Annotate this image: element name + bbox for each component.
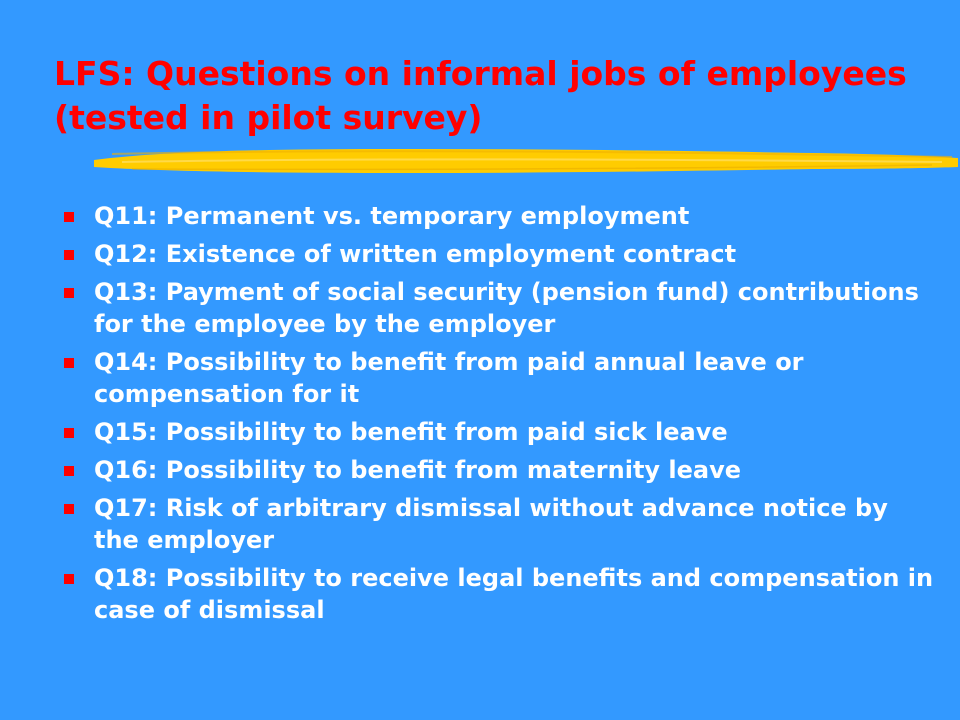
question-text: Q18: Possibility to receive legal benefits and compensation in case of dismissal	[94, 564, 934, 624]
list-item	[60, 454, 940, 486]
square-bullet-icon	[64, 358, 74, 368]
list-item	[60, 492, 940, 556]
square-bullet-icon	[64, 250, 74, 260]
square-bullet-icon	[64, 466, 74, 476]
square-bullet-icon	[64, 574, 74, 584]
list-item	[60, 562, 940, 626]
question-text: Q12: Existence of written employment contract	[94, 240, 737, 268]
list-item	[60, 416, 940, 448]
question-text: Q16: Possibility to benefit from maternity leave	[94, 456, 742, 484]
question-list	[60, 200, 940, 632]
highlighter-stroke	[92, 140, 960, 180]
question-text: Q15: Possibility to benefit from paid sick leave	[94, 418, 728, 446]
list-item	[60, 276, 940, 340]
question-text: Q11: Permanent vs. temporary employment	[94, 202, 690, 230]
square-bullet-icon	[64, 428, 74, 438]
list-item	[60, 238, 940, 270]
question-text: Q17: Risk of arbitrary dismissal without advance notice by the employer	[94, 494, 888, 554]
square-bullet-icon	[64, 212, 74, 222]
question-text: Q14: Possibility to benefit from paid annual leave or compensation for it	[94, 348, 804, 408]
question-text: Q13: Payment of social security (pension fund) contributions for the employee by the employer	[94, 278, 919, 338]
slide-title: LFS: Questions on informal jobs of employees (tested in pilot survey)	[54, 54, 907, 137]
list-item	[60, 200, 940, 232]
square-bullet-icon	[64, 288, 74, 298]
list-item	[60, 346, 940, 410]
square-bullet-icon	[64, 504, 74, 514]
